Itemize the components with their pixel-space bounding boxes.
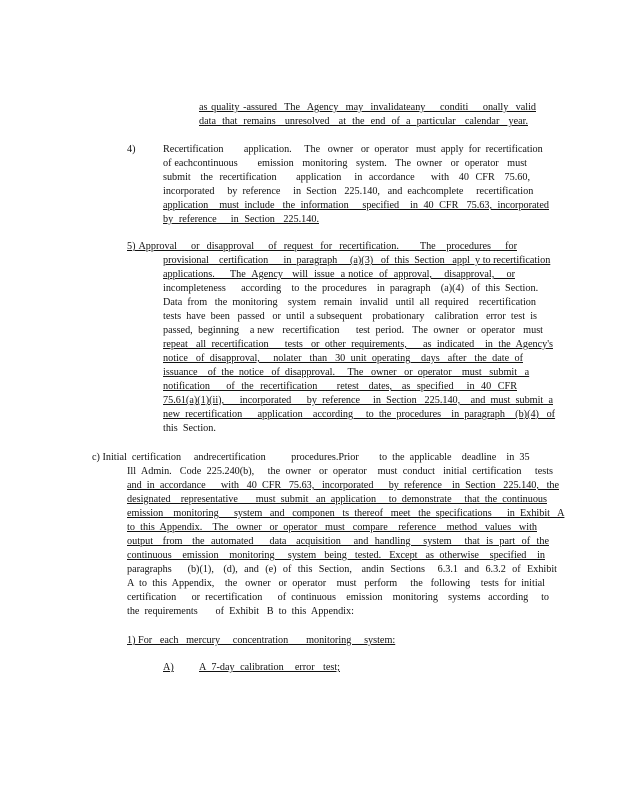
text-line: repeat all recertification tests or other requirements, as indicated in the Agency's <box>163 339 553 350</box>
text-line: continuous emission monitoring system being tested. Except as otherwise specified in <box>127 550 545 561</box>
item-number: 4) <box>127 144 136 155</box>
text-line: the requirements of Exhibit B to this Appendix: <box>127 606 354 617</box>
text-line: Data from the monitoring system remain invalid until all required recertification <box>163 297 536 308</box>
text-line: this Section. <box>163 423 216 434</box>
text-line: Recertification application. The owner or operator must apply for recertification <box>163 144 543 155</box>
text-line: passed, beginning a new recertification test period. The owner or operator must <box>163 325 543 336</box>
text-line: output from the automated data acquisition and handling system that is part of the <box>127 536 549 547</box>
text-line: as quality -assured The Agency may invalidateany conditi onally valid <box>199 102 536 113</box>
text-line: and in accordance with 40 CFR 75.63, incorporated by reference in Section 225.140, the <box>127 480 560 491</box>
text-line: Ill Admin. Code 225.240(b), the owner or operator must conduct initial certification tests <box>127 466 553 477</box>
text-line: emission monitoring system and componen ts thereof meet the specifications in Exhibit A <box>127 508 565 519</box>
text-line: certification or recertification of continuous emission monitoring systems according to <box>127 592 549 603</box>
text-line: applications. The Agency will issue a notice of approval, disapproval, or <box>163 269 515 280</box>
text-line: c) Initial certification andrecertification procedures.Prior to the applicable deadline in 35 <box>92 452 530 463</box>
text-line: new recertification application according to the procedures in paragraph (b)(4) of <box>163 409 556 420</box>
text-line: notification of the recertification retest dates, as specified in 40 CFR <box>163 381 517 392</box>
text-line: A to this Appendix, the owner or operator must perform the following tests for initial <box>127 578 545 589</box>
text-line: designated representative must submit an application to demonstrate that the continuous <box>127 494 547 505</box>
text-line: of eachcontinuous emission monitoring system. The owner or operator must <box>163 158 527 169</box>
text-line: 1) For each mercury concentration monitoring system: <box>127 635 396 646</box>
text-line: to this Appendix. The owner or operator must compare reference method values with <box>127 522 537 533</box>
text-line: by reference in Section 225.140. <box>163 214 319 225</box>
text-line: 5) Approval or disapproval of request for recertification. The procedures for <box>127 241 517 252</box>
text-line: submit the recertification application in accordance with 40 CFR 75.60, <box>163 172 530 183</box>
text-line: A 7-day calibration error test; <box>199 662 340 673</box>
text-line: 75.61(a)(1)(ii), incorporated by reference in Section 225.140, and must submit a <box>163 395 553 406</box>
text-line: issuance of the notice of disapproval. The owner or operator must submit a <box>163 367 530 378</box>
item-label: A) <box>163 662 174 673</box>
text-line: data that remains unresolved at the end of a particular calendar year. <box>199 116 528 127</box>
text-line: provisional certification in paragraph (a)(3) of this Section appl y to recertification <box>163 255 551 266</box>
text-line: tests have been passed or until a subsequent probationary calibration error test is <box>163 311 537 322</box>
text-line: incorporated by reference in Section 225.140, and eachcomplete recertification <box>163 186 534 197</box>
text-line: paragraphs (b)(1), (d), and (e) of this Section, andin Sections 6.3.1 and 6.3.2 of Exhibit <box>127 564 557 575</box>
text-line: application must include the information specified in 40 CFR 75.63, incorporated <box>163 200 549 211</box>
text-line: incompleteness according to the procedures in paragraph (a)(4) of this Section. <box>163 283 539 294</box>
text-line: notice of disapproval, nolater than 30 unit operating days after the date of <box>163 353 523 364</box>
